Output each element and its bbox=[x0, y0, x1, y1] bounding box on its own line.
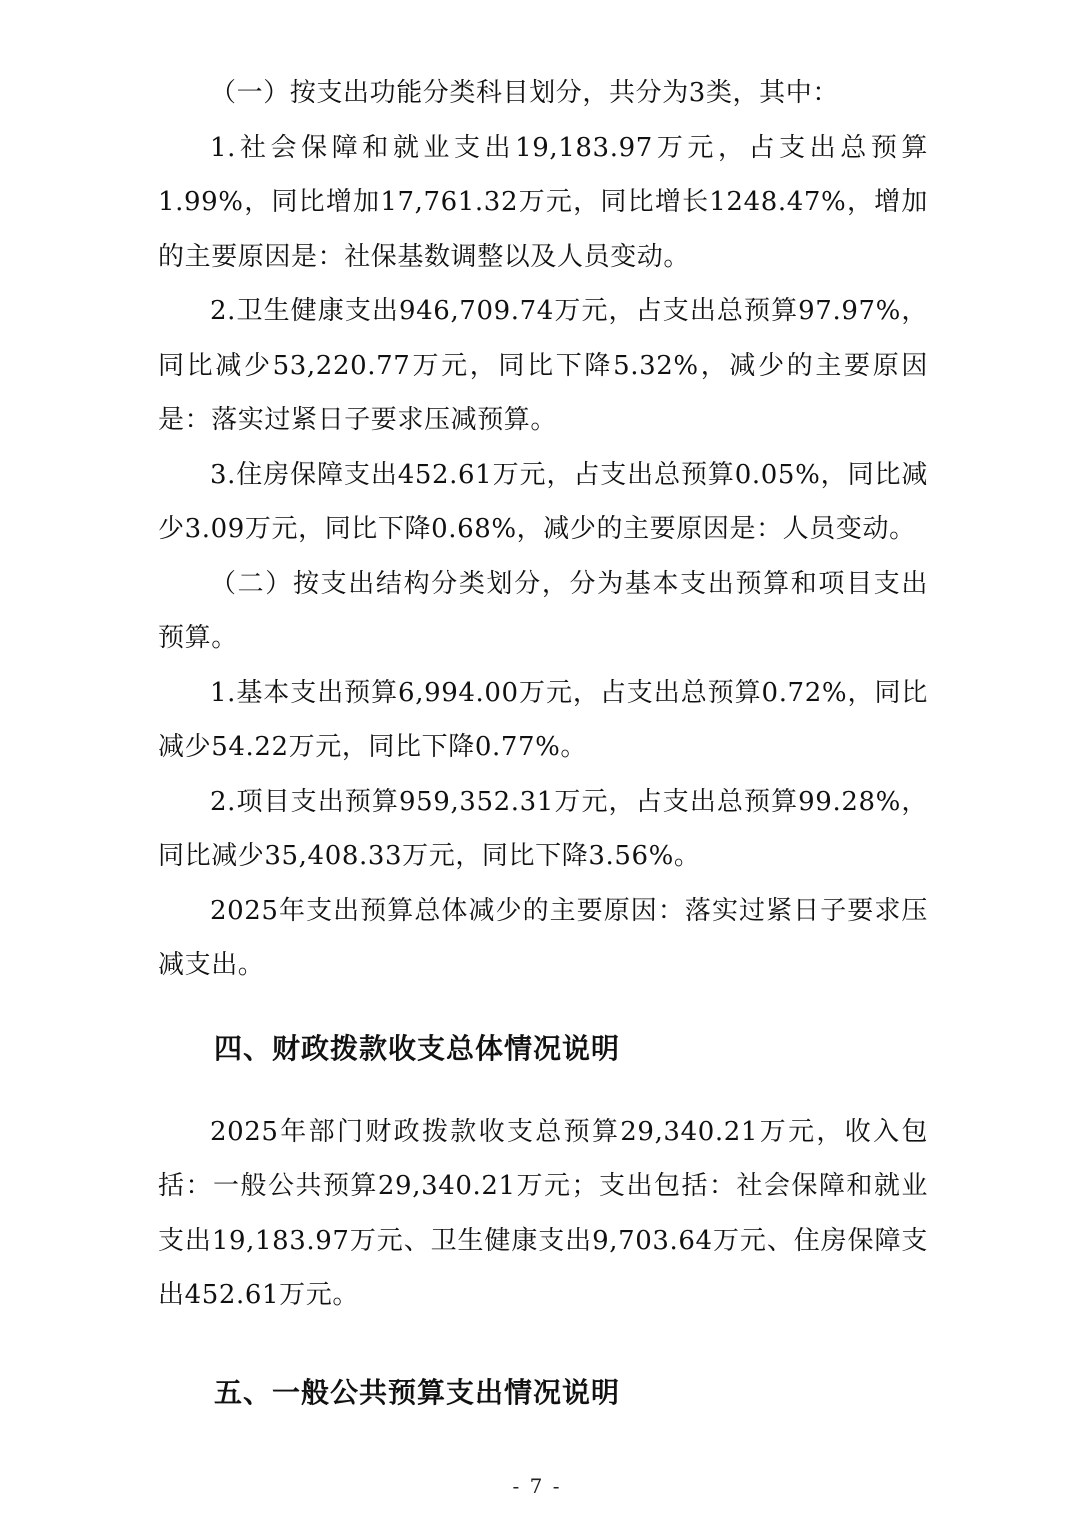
functional-item-health: 2.卫生健康支出946,709.74万元，占支出总预算97.97%，同比减少53,220.77万元，同比下降5.32%，减少的主要原因是：落实过紧日子要求压减预算。 bbox=[158, 296, 928, 435]
document-body bbox=[158, 66, 928, 1423]
section-five-heading: 五、一般公共预算支出情况说明 bbox=[214, 1375, 621, 1409]
structural-item-basic: 1.基本支出预算6,994.00万元，占支出总预算0.72%，同比减少54.22万元，同比下降0.77%。 bbox=[158, 677, 928, 762]
section-four-body: 2025年部门财政拨款收支总预算29,340.21万元，收入包括：一般公共预算29,340.21万元；支出包括：社会保障和就业支出19,183.97万元、卫生健康支出9,703.64万元、住房保障支出452.61万元。 bbox=[158, 1116, 928, 1310]
page-number: - 7 - bbox=[512, 1474, 562, 1498]
expenditure-conclusion: 2025年支出预算总体减少的主要原因：落实过紧日子要求压减支出。 bbox=[158, 895, 928, 980]
functional-item-social-security: 1.社会保障和就业支出19,183.97万元，占支出总预算1.99%，同比增加17,761.32万元，同比增长1248.47%，增加的主要原因是：社保基数调整以及人员变动。 bbox=[158, 132, 928, 272]
structural-classification-intro: （二）按支出结构分类划分，分为基本支出预算和项目支出预算。 bbox=[158, 568, 928, 653]
functional-classification-intro: （一）按支出功能分类科目划分，共分为3类，其中： bbox=[210, 78, 839, 108]
functional-item-housing: 3.住房保障支出452.61万元，占支出总预算0.05%，同比减少3.09万元，同比下降0.68%，减少的主要原因是：人员变动。 bbox=[158, 459, 928, 544]
structural-item-project: 2.项目支出预算959,352.31万元，占支出总预算99.28%，同比减少35,408.33万元，同比下降3.56%。 bbox=[158, 786, 928, 871]
section-four-heading: 四、财政拨款收支总体情况说明 bbox=[214, 1031, 621, 1065]
